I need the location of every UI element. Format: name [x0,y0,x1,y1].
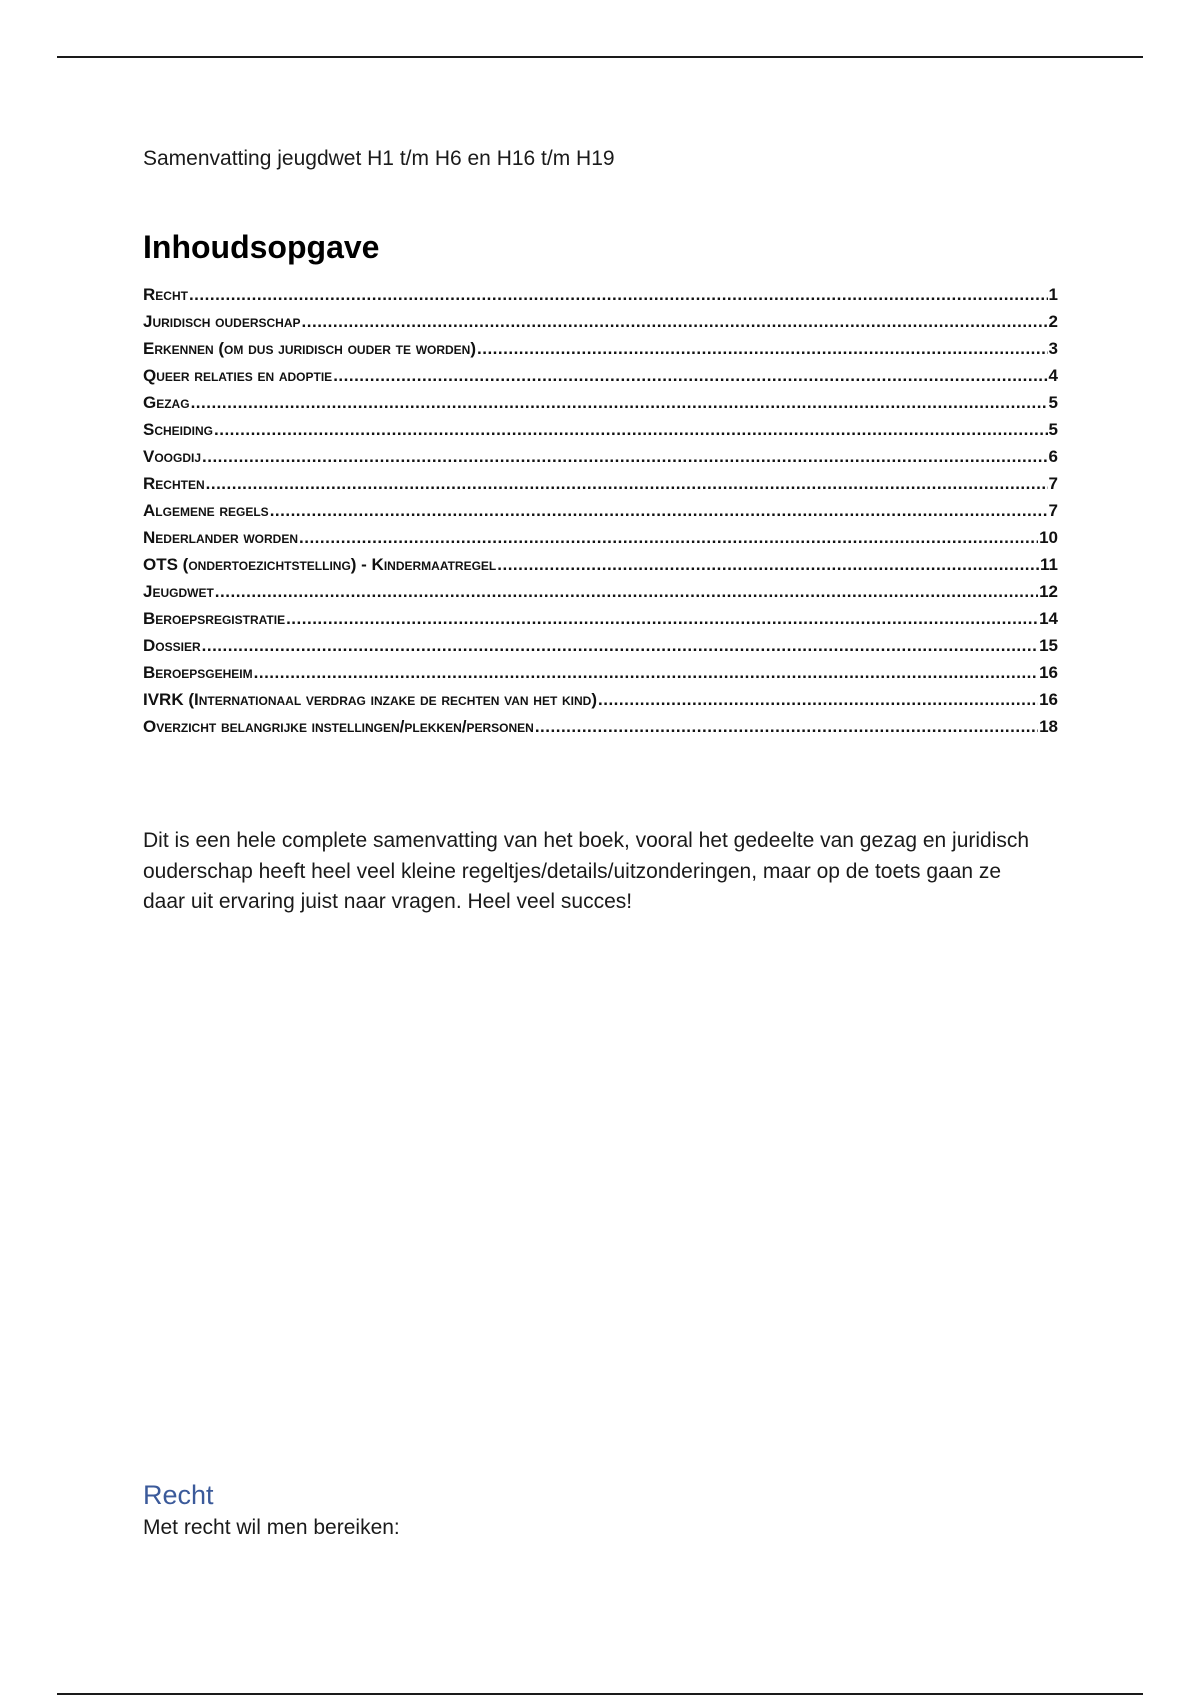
toc-entry[interactable] [143,548,1058,575]
toc-entry-page: 15 [1039,636,1058,655]
toc-entry[interactable] [143,278,1058,305]
intro-paragraph: Dit is een hele complete samenvatting van het boek, vooral het gedeelte van gezag en juridisch ouderschap heeft heel veel kleine regeltjes/details/uitzonderingen, maar op de toets gaan ze daar uit ervaring juist naar vragen. Heel veel succes! [143,829,1030,913]
toc-dot-leader [477,339,1048,359]
toc-entry-title: IVRK (Internationaal verdrag inzake de rechten van het kind) [143,690,598,709]
toc-dot-leader [189,285,1048,305]
toc-entry-title: Nederlander worden [143,528,298,547]
toc-dot-leader [299,528,1038,548]
toc-entry-title: Dossier [143,636,201,655]
toc-entry-page: 11 [1040,555,1058,574]
toc-entry-title: Rechten [143,474,205,493]
toc-entry[interactable] [143,413,1058,440]
toc-dot-leader [254,663,1038,683]
toc-entry-page: 7 [1048,501,1058,520]
toc-dot-leader [333,366,1047,386]
toc-entry-page: 2 [1048,312,1058,331]
toc-entry-page: 18 [1039,717,1058,736]
toc-entry-title: Juridisch ouderschap [143,312,301,331]
toc-entry-title: Erkennen (om dus juridisch ouder te worden) [143,339,477,358]
toc-entry-page: 14 [1039,609,1058,628]
toc-dot-leader [286,609,1038,629]
table-of-contents [143,278,1058,737]
toc-dot-leader [191,393,1048,413]
toc-dot-leader [202,636,1038,656]
section-text: Met recht wil men bereiken: [143,1516,400,1539]
toc-entry[interactable] [143,440,1058,467]
toc-entry-page: 4 [1048,366,1058,385]
page-top-rule [57,56,1143,58]
toc-entry-title: Beroepsregistratie [143,609,286,628]
toc-entry-title: Gezag [143,393,190,412]
toc-entry-page: 5 [1048,420,1058,439]
toc-entry-title: OTS (ondertoezichtstelling) - Kindermaatregel [143,555,497,574]
toc-entry-title: Overzicht belangrijke instellingen/plekken/personen [143,717,534,736]
toc-entry-title: Voogdij [143,447,202,466]
toc-entry[interactable] [143,521,1058,548]
page-bottom-rule [57,1693,1143,1695]
toc-dot-leader [497,555,1039,575]
toc-entry-page: 10 [1039,528,1058,547]
toc-entry[interactable] [143,467,1058,494]
toc-entry-title: Scheiding [143,420,214,439]
toc-entry-title: Algemene regels [143,501,269,520]
toc-dot-leader [214,420,1048,440]
toc-entry-page: 7 [1048,474,1058,493]
toc-entry-page: 16 [1039,663,1058,682]
toc-entry[interactable] [143,332,1058,359]
toc-dot-leader [202,447,1048,467]
toc-entry[interactable] [143,629,1058,656]
toc-entry-page: 12 [1039,582,1058,601]
toc-entry[interactable] [143,683,1058,710]
toc-entry-title: Jeugdwet [143,582,214,601]
toc-dot-leader [270,501,1048,521]
toc-entry[interactable] [143,494,1058,521]
toc-dot-leader [206,474,1048,494]
toc-dot-leader [302,312,1048,332]
toc-entry-page: 16 [1039,690,1058,709]
toc-entry-title: Recht [143,285,188,304]
toc-entry[interactable] [143,359,1058,386]
toc-heading: Inhoudsopgave [143,229,380,265]
toc-dot-leader [535,717,1038,737]
toc-entry-page: 3 [1048,339,1058,358]
toc-entry-title: Queer relaties en adoptie [143,366,333,385]
toc-entry[interactable] [143,656,1058,683]
toc-entry[interactable] [143,386,1058,413]
toc-entry[interactable] [143,305,1058,332]
toc-entry[interactable] [143,575,1058,602]
toc-entry-page: 1 [1048,285,1058,304]
toc-entry-title: Beroepsgeheim [143,663,253,682]
document-subtitle: Samenvatting jeugdwet H1 t/m H6 en H16 t/m H19 [143,147,615,170]
toc-entry-page: 6 [1048,447,1058,466]
toc-entry-page: 5 [1048,393,1058,412]
toc-dot-leader [598,690,1038,710]
toc-entry[interactable] [143,602,1058,629]
toc-dot-leader [215,582,1038,602]
section-heading: Recht [143,1480,214,1510]
toc-entry[interactable] [143,710,1058,737]
